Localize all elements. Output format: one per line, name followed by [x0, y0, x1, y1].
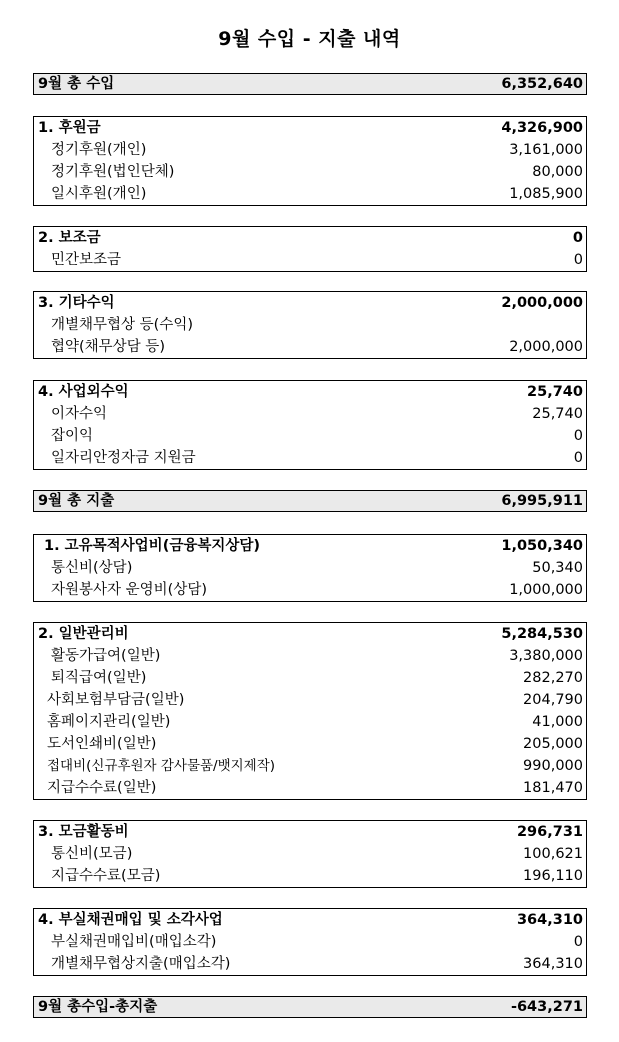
- item-value: 196,110: [523, 868, 583, 884]
- item-label: 협약(채무상담 등): [51, 339, 165, 355]
- item-row: [34, 161, 586, 183]
- total-income-row: [34, 74, 586, 94]
- item-label: 개별채무협상지출(매입소각): [51, 956, 231, 972]
- item-row: [34, 843, 586, 865]
- item-value: 0: [573, 428, 583, 444]
- section-value: 1,050,340: [501, 538, 583, 554]
- expense-section-general-admin: [33, 622, 587, 800]
- section-value: 4,326,900: [501, 120, 583, 136]
- item-row: [34, 931, 586, 953]
- net-box: [33, 996, 587, 1018]
- item-value: 0: [573, 252, 583, 268]
- item-row: [34, 865, 586, 887]
- section-label: 4. 부실채권매입 및 소각사업: [38, 912, 223, 928]
- section-label: 3. 모금활동비: [38, 824, 129, 840]
- item-label: 일자리안정자금 지원금: [51, 450, 196, 466]
- item-row: [34, 425, 586, 447]
- net-label: 9월 총수입-총지출: [38, 999, 158, 1015]
- item-row: [34, 667, 586, 689]
- item-label: 통신비(상담): [51, 560, 133, 576]
- section-header-row: [34, 821, 586, 843]
- item-row: [34, 579, 586, 601]
- section-header-row: [34, 117, 586, 139]
- item-value: 205,000: [523, 736, 583, 752]
- item-label: 부실채권매입비(매입소각): [51, 934, 217, 950]
- item-row: [34, 953, 586, 975]
- page-title: 9월 수입 - 지출 내역: [218, 28, 401, 50]
- item-row: [34, 557, 586, 579]
- item-row: [34, 403, 586, 425]
- section-header-row: [34, 909, 586, 931]
- item-value: 282,270: [523, 670, 583, 686]
- total-income-value: 6,352,640: [501, 76, 583, 92]
- section-value: 2,000,000: [501, 295, 583, 311]
- item-label: 정기후원(개인): [51, 142, 147, 158]
- item-label: 활동가급여(일반): [51, 648, 161, 664]
- item-row: [34, 645, 586, 667]
- income-section-donations: [33, 116, 587, 206]
- item-value: 50,340: [532, 560, 583, 576]
- item-value: 181,470: [523, 780, 583, 796]
- item-value: 1,085,900: [509, 186, 583, 202]
- item-value: 3,161,000: [509, 142, 583, 158]
- item-value: 100,621: [523, 846, 583, 862]
- section-value: 5,284,530: [501, 626, 583, 642]
- section-value: 0: [572, 230, 583, 246]
- total-expense-value: 6,995,911: [501, 493, 583, 509]
- section-label: 2. 일반관리비: [38, 626, 129, 642]
- item-label: 통신비(모금): [51, 846, 133, 862]
- section-label: 4. 사업외수익: [38, 384, 129, 400]
- item-value: 204,790: [523, 692, 583, 708]
- item-label: 홈페이지관리(일반): [47, 714, 171, 730]
- section-label: 1. 고유목적사업비(금융복지상담): [44, 538, 260, 554]
- expense-section-fundraising: [33, 820, 587, 888]
- item-row: [34, 733, 586, 755]
- income-section-other-revenue: [33, 291, 587, 359]
- item-label: 일시후원(개인): [51, 186, 147, 202]
- item-value: 0: [573, 934, 583, 950]
- section-header-row: [34, 227, 586, 249]
- total-income-label: 9월 총 수입: [38, 76, 115, 92]
- section-header-row: [34, 292, 586, 314]
- item-label: 자원봉사자 운영비(상담): [51, 582, 207, 598]
- item-label: 지급수수료(일반): [47, 780, 157, 796]
- item-row: [34, 336, 586, 358]
- income-section-non-operating: [33, 380, 587, 470]
- item-value: 364,310: [523, 956, 583, 972]
- item-label: 접대비(신규후원자 감사물품/뱃지제작): [47, 758, 276, 774]
- expense-section-bad-debt: [33, 908, 587, 976]
- item-value: 1,000,000: [509, 582, 583, 598]
- section-header-row: [34, 381, 586, 403]
- item-row: [34, 777, 586, 799]
- net-value: -643,271: [510, 999, 583, 1015]
- item-label: 이자수익: [51, 406, 108, 422]
- section-label: 1. 후원금: [38, 120, 101, 136]
- item-row: [34, 689, 586, 711]
- item-label: 잡이익: [51, 428, 94, 444]
- expense-section-core-project: [33, 534, 587, 602]
- income-section-subsidy: [33, 226, 587, 272]
- item-row: [34, 249, 586, 271]
- item-value: 2,000,000: [509, 339, 583, 355]
- item-row: [34, 755, 586, 777]
- section-header-row: [34, 535, 586, 557]
- item-label: 정기후원(법인단체): [51, 164, 175, 180]
- item-row: [34, 314, 586, 336]
- item-value: 25,740: [532, 406, 583, 422]
- section-label: 2. 보조금: [38, 230, 101, 246]
- item-value: 80,000: [532, 164, 583, 180]
- item-row: [34, 139, 586, 161]
- item-label: 사회보험부담금(일반): [47, 692, 185, 708]
- item-value: 990,000: [523, 758, 583, 774]
- section-header-row: [34, 623, 586, 645]
- section-value: 25,740: [527, 384, 583, 400]
- item-label: 개별채무협상 등(수익): [51, 317, 193, 333]
- item-value: 41,000: [532, 714, 583, 730]
- item-label: 퇴직급여(일반): [51, 670, 147, 686]
- section-value: 296,731: [516, 824, 583, 840]
- item-label: 민간보조금: [51, 252, 122, 268]
- item-value: 0: [573, 450, 583, 466]
- item-value: 3,380,000: [509, 648, 583, 664]
- net-row: [34, 997, 586, 1017]
- total-expense-box: [33, 490, 587, 512]
- item-label: 도서인쇄비(일반): [47, 736, 157, 752]
- item-row: [34, 447, 586, 469]
- total-income-box: [33, 73, 587, 95]
- section-value: 364,310: [516, 912, 583, 928]
- item-label: 지급수수료(모금): [51, 868, 161, 884]
- total-expense-label: 9월 총 지출: [38, 493, 115, 509]
- item-row: [34, 183, 586, 205]
- item-row: [34, 711, 586, 733]
- total-expense-row: [34, 491, 586, 511]
- section-label: 3. 기타수익: [38, 295, 115, 311]
